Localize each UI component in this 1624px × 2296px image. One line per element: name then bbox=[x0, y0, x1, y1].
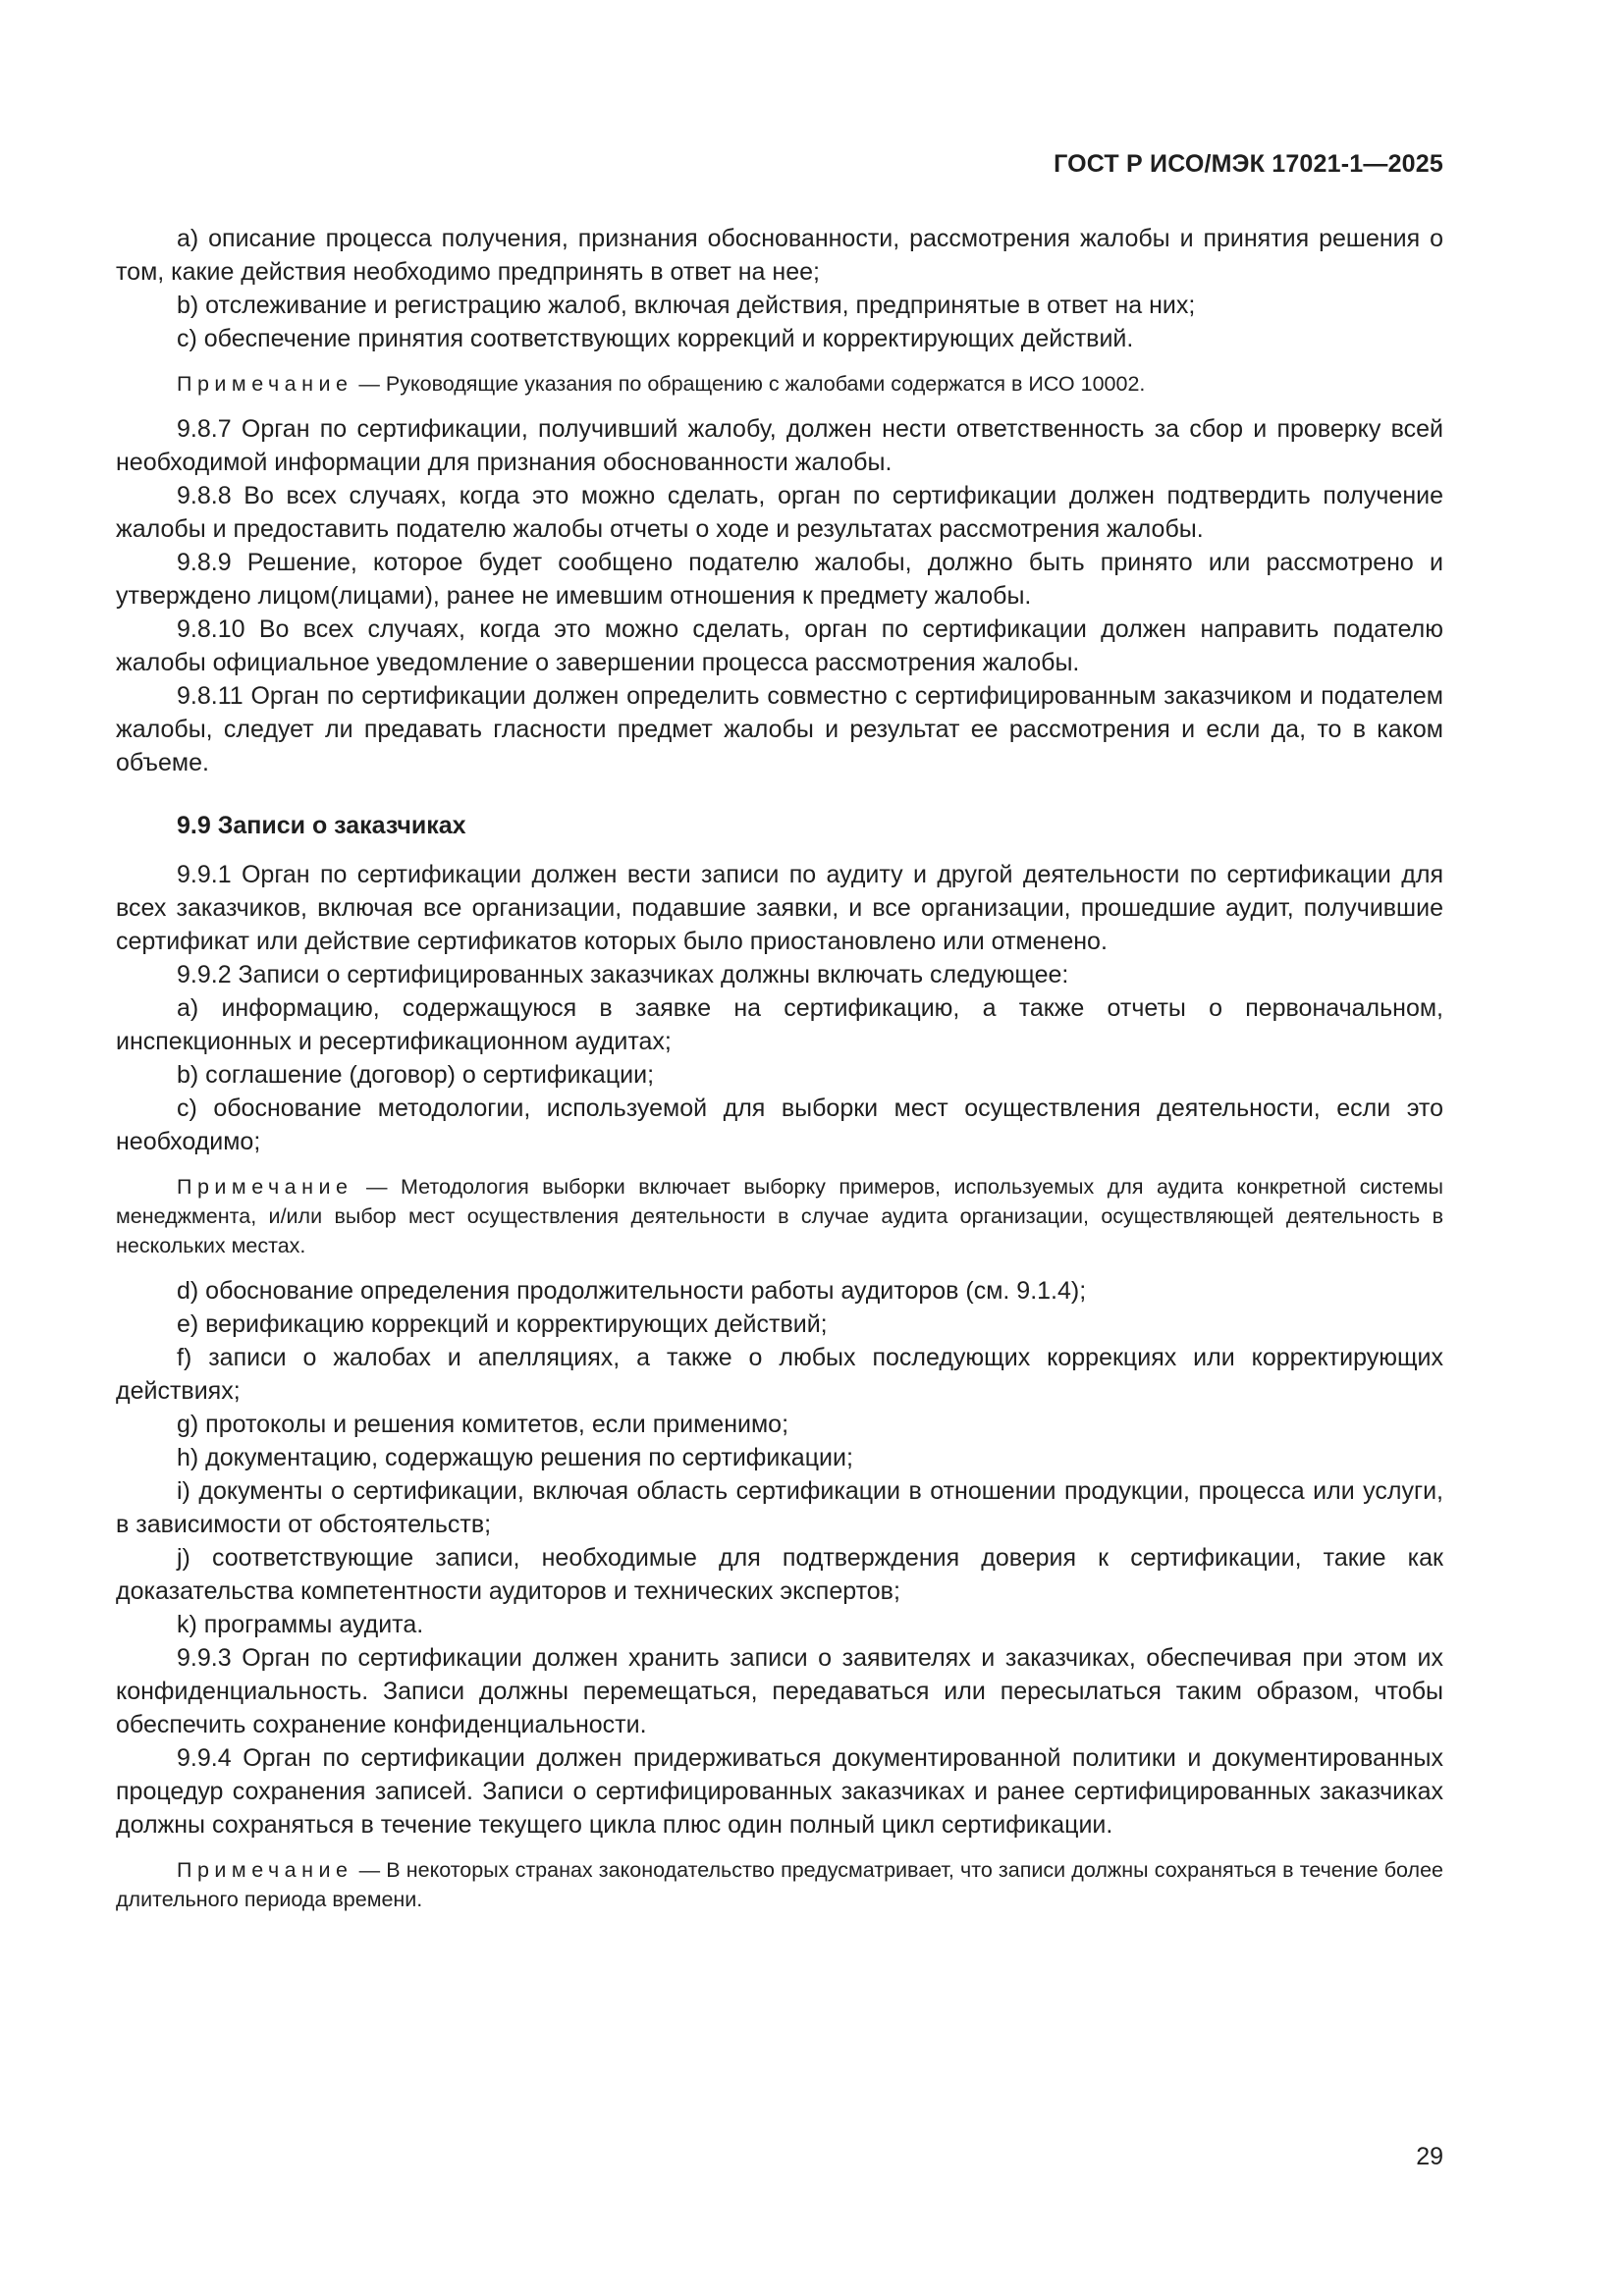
records-item-f: f) записи о жалобах и апелляциях, а также о любых последующих коррекциях или корректирующих действиях; bbox=[116, 1344, 1443, 1405]
note-dash: — bbox=[352, 372, 386, 396]
list-item-b: b) отслеживание и регистрацию жалоб, включая действия, предпринятые в ответ на них; bbox=[177, 292, 1196, 319]
page-number: 29 bbox=[1416, 2143, 1443, 2170]
clause-9-8-9: 9.8.9 Решение, которое будет сообщено подателю жалобы, должно быть принято или рассмотрено и утверждено лицом(лицами), ранее не имевшим отношения к предмету жалобы. bbox=[116, 549, 1443, 610]
note-dash: — bbox=[352, 1858, 387, 1882]
records-item-h: h) документацию, содержащую решения по сертификации; bbox=[177, 1444, 853, 1471]
note-text: В некоторых странах законодательство предусматривает, что записи должны сохраняться в течение более длительного периода времени. bbox=[116, 1858, 1443, 1911]
note-label: Примечание bbox=[177, 372, 353, 396]
document-header-code: ГОСТ Р ИСО/МЭК 17021-1—2025 bbox=[1054, 150, 1443, 178]
document-page bbox=[116, 0, 1443, 2296]
note-sampling-methodology bbox=[116, 1172, 1443, 1260]
clause-9-9-3: 9.9.3 Орган по сертификации должен хранить записи о заявителях и заказчиках, обеспечивая при этом их конфиденциальность. Записи должны перемещаться, передаваться или пересылаться таким образом, чтобы обеспечить сохранение конфиденциальности. bbox=[116, 1644, 1443, 1738]
note-complaints-guidance bbox=[116, 369, 1443, 399]
note-text: Руководящие указания по обращению с жалобами содержатся в ИСО 10002. bbox=[385, 372, 1146, 396]
clause-9-8-7: 9.8.7 Орган по сертификации, получивший жалобу, должен нести ответственность за сбор и проверку всей необходимой информации для признания обоснованности жалобы. bbox=[116, 415, 1443, 476]
note-retention-period bbox=[116, 1855, 1443, 1914]
clause-9-9-1: 9.9.1 Орган по сертификации должен вести записи по аудиту и другой деятельности по сертификации для всех заказчиков, включая все организации, подавшие заявки, и все организации, прошедшие аудит, получившие сертификат или действие сертификатов которых было приостановлено или отменено. bbox=[116, 861, 1443, 955]
records-item-e: e) верификацию коррекций и корректирующих действий; bbox=[177, 1310, 828, 1338]
section-heading-9-9: 9.9 Записи о заказчиках bbox=[177, 812, 466, 839]
document-body bbox=[116, 222, 1443, 1928]
clause-9-9-2: 9.9.2 Записи о сертифицированных заказчиках должны включать следующее: bbox=[177, 961, 1069, 988]
clause-9-8-11: 9.8.11 Орган по сертификации должен определить совместно с сертифицированным заказчиком и подателем жалобы, следует ли предавать гласности предмет жалобы и результат ее рассмотрения и если да, то в каком объеме. bbox=[116, 682, 1443, 776]
records-item-j: j) соответствующие записи, необходимые для подтверждения доверия к сертификации, такие как доказательства компетентности аудиторов и технических экспертов; bbox=[116, 1544, 1443, 1605]
note-label: Примечание bbox=[177, 1858, 353, 1882]
records-item-i: i) документы о сертификации, включая область сертификации в отношении продукции, процесса или услуги, в зависимости от обстоятельств; bbox=[116, 1477, 1443, 1538]
clause-9-8-10: 9.8.10 Во всех случаях, когда это можно сделать, орган по сертификации должен направить подателю жалобы официальное уведомление о завершении процесса рассмотрения жалобы. bbox=[116, 615, 1443, 676]
records-item-c: c) обоснование методологии, используемой для выборки мест осуществления деятельности, если это необходимо; bbox=[116, 1095, 1443, 1155]
list-item-a: a) описание процесса получения, признания обоснованности, рассмотрения жалобы и принятия решения о том, какие действия необходимо предпринять в ответ на нее; bbox=[116, 225, 1443, 286]
clause-9-9-4: 9.9.4 Орган по сертификации должен придерживаться документированной политики и документированных процедур сохранения записей. Записи о сертифицированных заказчиках и ранее сертифицированных заказчиках должны сохраняться в течение текущего цикла плюс один полный цикл сертификации. bbox=[116, 1744, 1443, 1839]
list-item-c: c) обеспечение принятия соответствующих коррекций и корректирующих действий. bbox=[177, 325, 1134, 352]
records-item-d: d) обоснование определения продолжительности работы аудиторов (см. 9.1.4); bbox=[177, 1277, 1087, 1305]
clause-9-8-8: 9.8.8 Во всех случаях, когда это можно сделать, орган по сертификации должен подтвердить получение жалобы и предоставить подателю жалобы отчеты о ходе и результатах рассмотрения жалобы. bbox=[116, 482, 1443, 543]
note-dash: — bbox=[352, 1175, 401, 1199]
note-text: Методология выборки включает выборку примеров, используемых для аудита конкретной системы менеджмента, и/или выбор мест осуществления деятельности в случае аудита организации, осуществляющей деятельность в нескольких местах. bbox=[116, 1175, 1444, 1257]
records-item-a: a) информацию, содержащуюся в заявке на сертификацию, а также отчеты о первоначальном, инспекционных и ресертификационном аудитах; bbox=[116, 994, 1443, 1055]
records-item-g: g) протоколы и решения комитетов, если применимо; bbox=[177, 1411, 789, 1438]
note-label: Примечание bbox=[177, 1175, 353, 1199]
records-item-b: b) соглашение (договор) о сертификации; bbox=[177, 1061, 655, 1089]
records-item-k: k) программы аудита. bbox=[177, 1611, 424, 1638]
